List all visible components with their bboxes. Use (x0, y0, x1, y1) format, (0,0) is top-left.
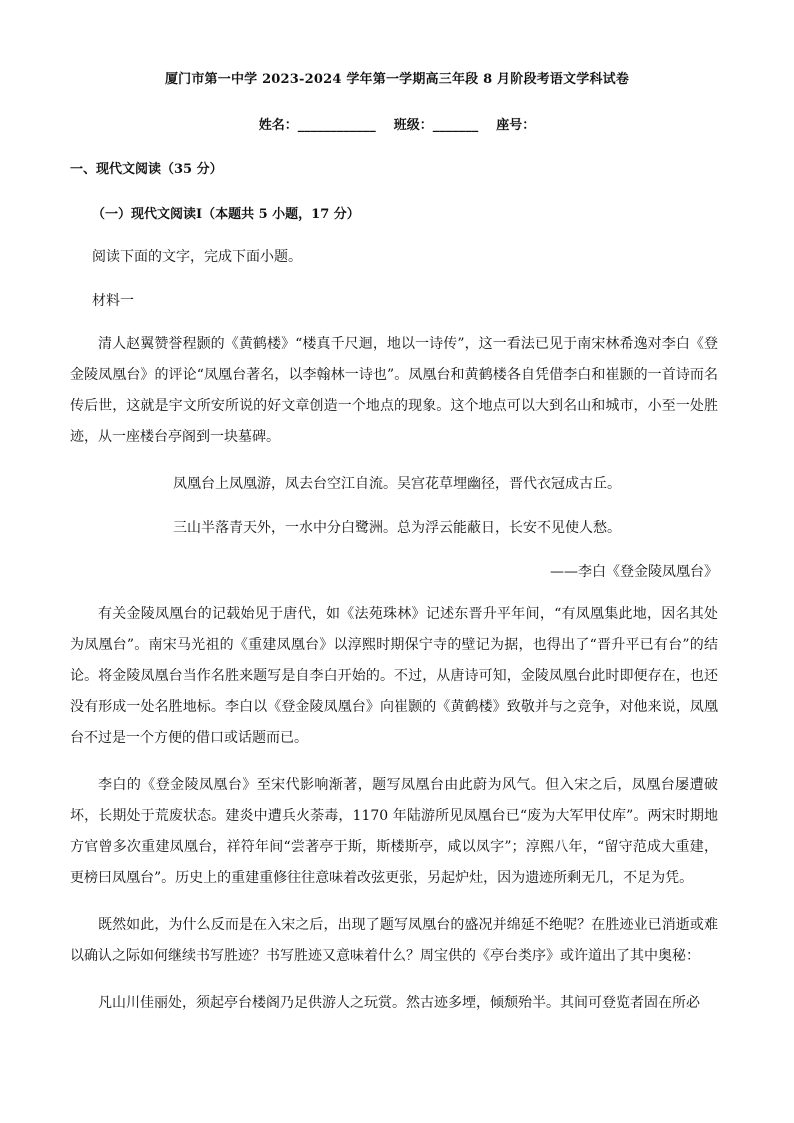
poem-line-2: 三山半落青天外，一水中分白鹭洲。总为浮云能蔽日，长安不见使人愁。 (173, 520, 621, 536)
section-heading: 一、现代文阅读（35 分） (70, 162, 223, 177)
paragraph-4: 既然如此，为什么反而是在入宋之后，出现了题写凤凰台的盛况并绵延不绝呢？在胜迹业已消逝或难以确认之际如何继续书写胜迹？书写胜迹又意味着什么？周宝供的《亭台类序》或许道出了其中奥秘： (70, 917, 718, 964)
reading-instruction: 阅读下面的文字，完成下面小题。 (92, 249, 302, 265)
exam-title: 厦门市第一中学 2023-2024 学年第一学期高三年段 8 月阶段考语文学科试卷 (164, 72, 630, 87)
class-field[interactable]: 班级：_______ (393, 118, 479, 133)
poem-line-1: 凤凰台上凤凰游，凤去台空江自流。吴宫花草埋幽径，晋代衣冠成古丘。 (173, 476, 621, 492)
poem-attribution: ——李白《登金陵凤凰台》 (550, 564, 718, 580)
paragraph-3: 李白的《登金陵凤凰台》至宋代影响渐著，题写凤凰台由此蔚为风气。但入宋之后，凤凰台屡遭破坏，长期处于荒废状态。建炎中遭兵火荼毒，1170 年陆游所见凤凰台已“废为大军甲仗库”。两宋时期地方官曾多次重建凤凰台，祥符年间“尝著亭于斯，斯楼斯亭，咸以凤字”；淳熙八年，“留守范成大重建，更榜曰凤凰台”。历史上的重建重修往往意味着改弦更张，另起炉灶，因为遗迹所剩无几，不足为凭。 (70, 777, 718, 886)
subsection-heading: （一）现代文阅读Ⅰ（本题共 5 小题，17 分） (92, 207, 360, 222)
paragraph-5: 凡山川佳丽处，须起亭台楼阁乃足供游人之玩赏。然古迹多堙，倾颓殆半。其间可登览者固在所必 (98, 995, 700, 1011)
student-info-line (0, 114, 794, 133)
material-label: 材料一 (92, 293, 134, 309)
paragraph-1: 清人赵翼赞誉程颢的《黄鹤楼》“楼真千尺迴，地以一诗传”，这一看法已见于南宋林希逸对李白《登金陵凤凰台》的评论“凤凰台著名，以李翰林一诗也”。凤凰台和黄鹤楼各自凭借李白和崔颢的一首诗而名传后世，这就是宇文所安所说的好文章创造一个地点的现象。这个地点可以大到名山和城市，小至一处胜迹，从一座楼台亭阁到一块墓碑。 (70, 336, 718, 445)
name-field[interactable]: 姓名：____________ (258, 118, 376, 133)
paragraph-2: 有关金陵凤凰台的记载始见于唐代，如《法苑珠林》记述东晋升平年间，“有凤凰集此地，因名其处为凤凰台”。南宋马光祖的《重建凤凰台》以淳熙时期保宁寺的壁记为据，也得出了“晋升平已有台”的结论。将金陵凤凰台当作名胜来题写是自李白开始的。不过，从唐诗可知，金陵凤凰台此时即便存在，也还没有形成一处名胜地标。李白以《登金陵凤凰台》向崔颢的《黄鹤楼》致敬并与之竞争，对他来说，凤凰台不过是一个方便的借口或话题而已。 (70, 606, 718, 746)
seat-field[interactable]: 座号： (496, 118, 536, 133)
